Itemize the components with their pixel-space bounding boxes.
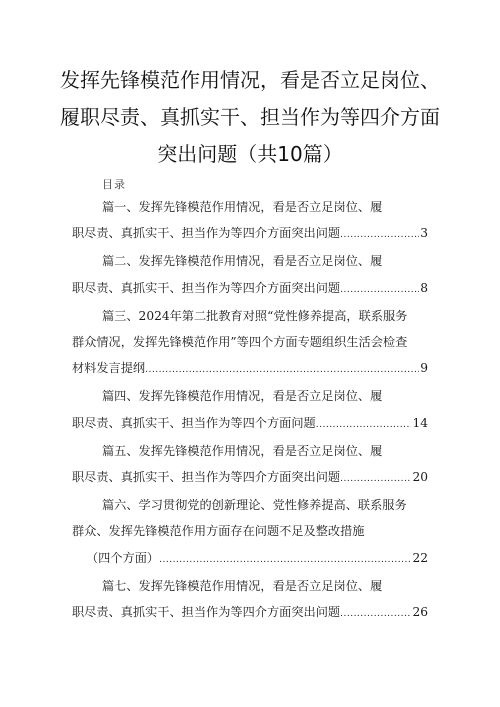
toc-leader-dots (159, 547, 411, 573)
toc-entry-last-line (72, 545, 428, 573)
toc-entry[interactable] (72, 303, 428, 384)
toc-entry-last-line (72, 220, 428, 248)
toc-entry[interactable] (72, 194, 428, 248)
toc-entry-text: （四个方面） (86, 550, 160, 565)
toc-entry[interactable] (72, 573, 428, 627)
toc-entry-text: 职尽责、真抓实干、担当作为等四个方面问题 (72, 415, 316, 430)
toc-entry-last-line (72, 410, 428, 438)
document-title (30, 62, 470, 173)
toc-entry-first-line: 篇一、发挥先锋模范作用情况，看是否立足岗位、履 (102, 200, 383, 214)
toc-entry[interactable] (72, 383, 428, 437)
toc-entry[interactable] (72, 492, 428, 573)
toc-entry-text: 职尽责、真抓实干、担当作为等四介方面突出问题 (72, 280, 341, 295)
toc-heading: 目录 (102, 178, 126, 191)
toc-leader-dots (340, 601, 411, 627)
toc-entry-last-line (72, 599, 428, 627)
toc-page-number: 3 (420, 226, 428, 241)
toc-page-number: 22 (412, 550, 428, 565)
toc-entry-text: 材料发言提纲 (72, 361, 146, 376)
toc-entry-first-line: 篇六、学习贯彻党的创新理论、党性修养提高、联系服务 (102, 498, 407, 513)
toc-leader-dots (145, 357, 419, 383)
toc-entry-last-line (72, 464, 428, 492)
toc-entry-text: 职尽责、真抓实干、担当作为等四介方面突出问题 (72, 226, 341, 241)
toc-page-number: 20 (412, 470, 428, 485)
toc-entry-first-line: 篇三、2024年第二批教育对照“党性修养提高，联系服务 (102, 308, 408, 323)
toc-page-number: 9 (420, 361, 428, 376)
toc-entry-first-line: 篇四、发挥先锋模范作用情况，看是否立足岗位、履 (102, 389, 383, 404)
toc-entry-first-line: 篇二、发挥先锋模范作用情况，看是否立足岗位、履 (102, 254, 383, 269)
toc-entry-first-line: 篇五、发挥先锋模范作用情况，看是否立足岗位、履 (102, 443, 383, 458)
toc-page-number: 14 (412, 415, 428, 430)
toc-entry[interactable] (72, 438, 428, 492)
toc-leader-dots (340, 222, 419, 248)
toc-entry-last-line (72, 275, 428, 303)
toc-entry[interactable] (72, 248, 428, 302)
toc-entry-last-line (72, 355, 428, 383)
toc-page-number: 8 (420, 280, 428, 295)
title-line-3: 突出问题（共10篇） (157, 142, 343, 166)
toc-entry-line: 群众情况，发挥先锋模范作用”等四个方面专题组织生活会检查 (72, 335, 408, 350)
toc-leader-dots (340, 466, 411, 492)
toc-entry-text: 职尽责、真抓实干、担当作为等四介方面突出问题 (72, 470, 341, 485)
toc-page-number: 26 (412, 605, 428, 620)
table-of-contents (72, 194, 428, 627)
toc-leader-dots (316, 412, 412, 438)
toc-entry-text: 职尽责、真抓实干、担当作为等四介方面突出问题 (72, 605, 341, 620)
toc-leader-dots (340, 277, 419, 303)
toc-entry-first-line: 篇七、发挥先锋模范作用情况，看是否立足岗位、履 (102, 578, 383, 593)
toc-entry-line: 群众、发挥先锋模范作用方面存在问题不足及整改措施 (72, 524, 365, 539)
title-line-1: 发挥先锋模范作用情况，看是否立足岗位、 (60, 68, 440, 92)
title-line-2: 履职尽责、真抓实干、担当作为等四介方面 (60, 105, 440, 129)
